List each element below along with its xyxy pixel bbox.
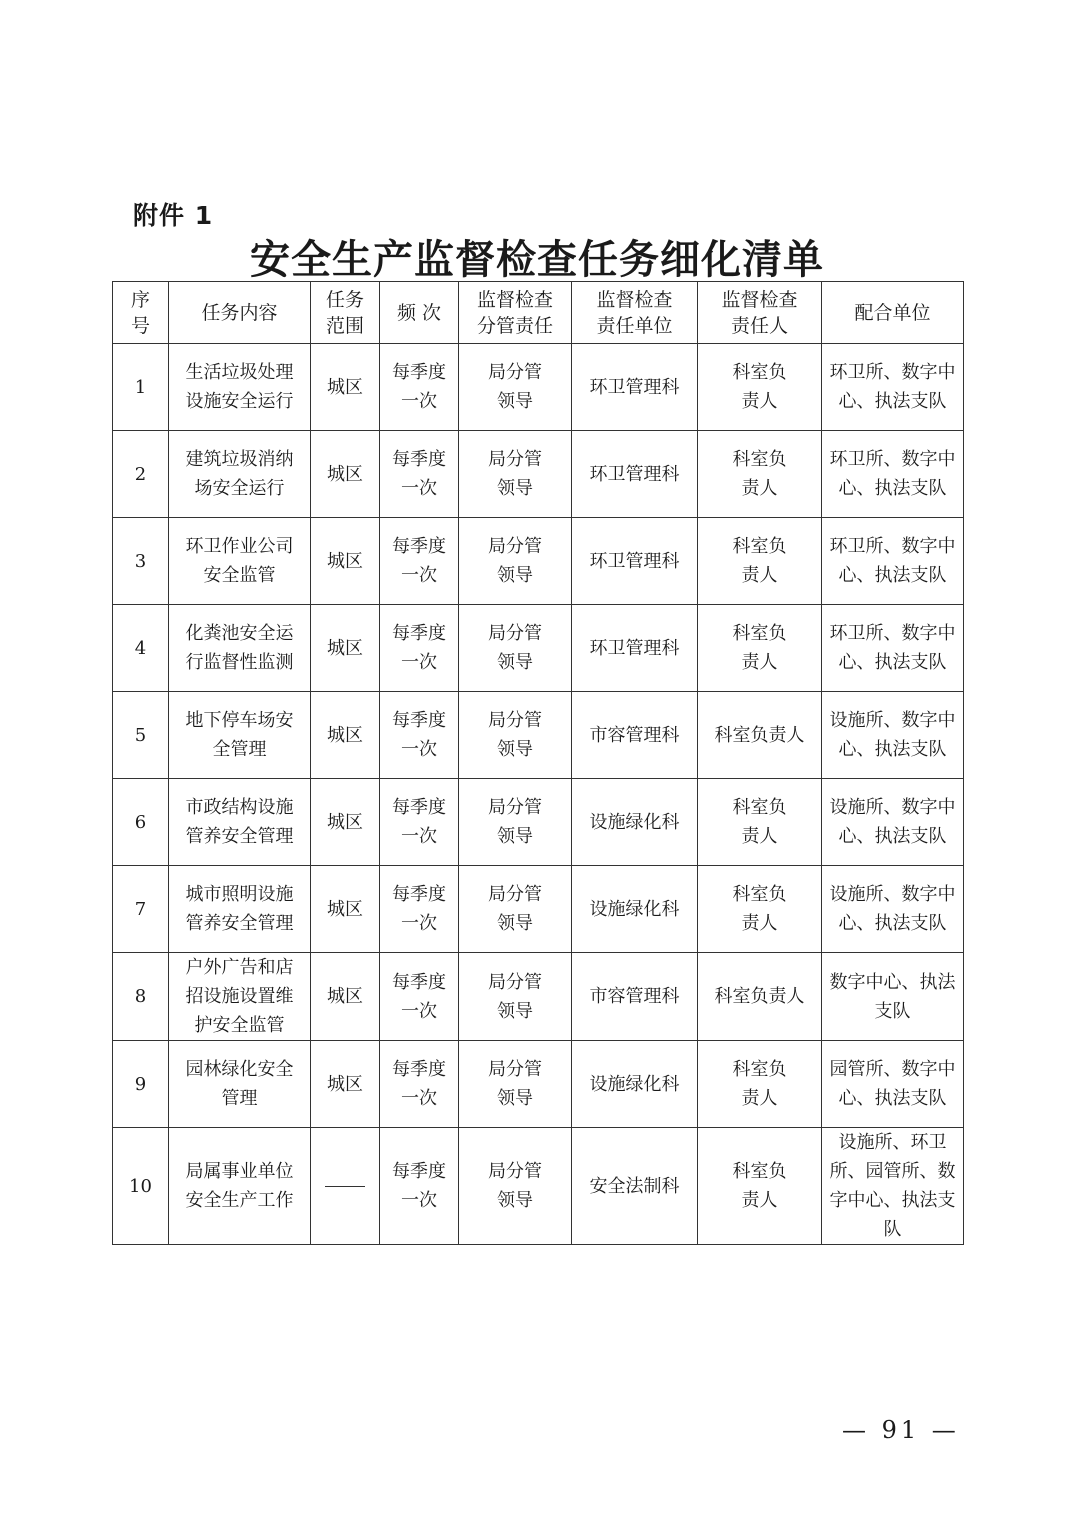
- cell-freq: 每季度一次: [380, 866, 459, 953]
- cell-coop: 设施所、数字中心、执法支队: [822, 692, 964, 779]
- cell-scope: 城区: [311, 605, 380, 692]
- cell-no: 4: [113, 605, 169, 692]
- cell-coop: 环卫所、数字中心、执法支队: [822, 344, 964, 431]
- cell-leader: 局分管领导: [459, 866, 572, 953]
- cell-freq: 每季度一次: [380, 953, 459, 1041]
- cell-task: 建筑垃圾消纳场安全运行: [169, 431, 311, 518]
- cell-coop: 环卫所、数字中心、执法支队: [822, 518, 964, 605]
- cell-coop: 园管所、数字中心、执法支队: [822, 1041, 964, 1128]
- cell-coop: 设施所、环卫所、园管所、数字中心、执法支队: [822, 1128, 964, 1245]
- cell-freq: 每季度一次: [380, 692, 459, 779]
- cell-task: 地下停车场安全管理: [169, 692, 311, 779]
- cell-unit: 安全法制科: [572, 1128, 698, 1245]
- cell-scope: [311, 1128, 380, 1245]
- cell-person: 科室负责人: [698, 692, 822, 779]
- table-row: [113, 866, 964, 953]
- cell-leader: 局分管领导: [459, 431, 572, 518]
- cell-person: 科室负责人: [698, 1041, 822, 1128]
- table-row: [113, 692, 964, 779]
- cell-no: 9: [113, 1041, 169, 1128]
- cell-task: 城市照明设施管养安全管理: [169, 866, 311, 953]
- cell-unit: 设施绿化科: [572, 1041, 698, 1128]
- table-row: [113, 344, 964, 431]
- cell-task: 市政结构设施管养安全管理: [169, 779, 311, 866]
- header-coop: 配合单位: [822, 282, 964, 344]
- header-frequency: 频 次: [380, 282, 459, 344]
- cell-task: 园林绿化安全管理: [169, 1041, 311, 1128]
- table-row: [113, 1128, 964, 1245]
- cell-freq: 每季度一次: [380, 779, 459, 866]
- table-row: [113, 431, 964, 518]
- header-row: [113, 282, 964, 344]
- cell-coop: 环卫所、数字中心、执法支队: [822, 605, 964, 692]
- page-number: — 91 —: [842, 1416, 960, 1444]
- cell-leader: 局分管领导: [459, 953, 572, 1041]
- cell-person: 科室负责人: [698, 953, 822, 1041]
- cell-freq: 每季度一次: [380, 1041, 459, 1128]
- empty-dash: [325, 1186, 365, 1187]
- cell-person: 科室负责人: [698, 866, 822, 953]
- cell-leader: 局分管领导: [459, 1041, 572, 1128]
- cell-person: 科室负责人: [698, 344, 822, 431]
- cell-scope: 城区: [311, 1041, 380, 1128]
- cell-freq: 每季度一次: [380, 344, 459, 431]
- cell-scope: 城区: [311, 518, 380, 605]
- cell-freq: 每季度一次: [380, 605, 459, 692]
- task-table: [112, 281, 964, 1245]
- table-row: [113, 953, 964, 1041]
- cell-task: 局属事业单位安全生产工作: [169, 1128, 311, 1245]
- cell-person: 科室负责人: [698, 518, 822, 605]
- cell-no: 1: [113, 344, 169, 431]
- cell-coop: 设施所、数字中心、执法支队: [822, 779, 964, 866]
- cell-unit: 设施绿化科: [572, 779, 698, 866]
- cell-scope: 城区: [311, 953, 380, 1041]
- table-row: [113, 518, 964, 605]
- header-unit: 监督检查责任单位: [572, 282, 698, 344]
- header-task: 任务内容: [169, 282, 311, 344]
- cell-scope: 城区: [311, 692, 380, 779]
- attachment-label: 附件 1: [133, 201, 214, 230]
- cell-scope: 城区: [311, 866, 380, 953]
- cell-freq: 每季度一次: [380, 518, 459, 605]
- cell-leader: 局分管领导: [459, 1128, 572, 1245]
- cell-person: 科室负责人: [698, 779, 822, 866]
- cell-unit: 环卫管理科: [572, 605, 698, 692]
- cell-no: 6: [113, 779, 169, 866]
- header-person: 监督检查责任人: [698, 282, 822, 344]
- cell-leader: 局分管领导: [459, 605, 572, 692]
- cell-leader: 局分管领导: [459, 779, 572, 866]
- cell-unit: 环卫管理科: [572, 344, 698, 431]
- cell-coop: 环卫所、数字中心、执法支队: [822, 431, 964, 518]
- cell-unit: 环卫管理科: [572, 431, 698, 518]
- cell-no: 7: [113, 866, 169, 953]
- table-row: [113, 605, 964, 692]
- cell-leader: 局分管领导: [459, 692, 572, 779]
- cell-task: 户外广告和店招设施设置维护安全监管: [169, 953, 311, 1041]
- cell-unit: 设施绿化科: [572, 866, 698, 953]
- cell-coop: 数字中心、执法支队: [822, 953, 964, 1041]
- cell-unit: 市容管理科: [572, 953, 698, 1041]
- cell-no: 3: [113, 518, 169, 605]
- cell-scope: 城区: [311, 344, 380, 431]
- cell-no: 8: [113, 953, 169, 1041]
- cell-task: 化粪池安全运行监督性监测: [169, 605, 311, 692]
- cell-person: 科室负责人: [698, 605, 822, 692]
- cell-leader: 局分管领导: [459, 344, 572, 431]
- cell-scope: 城区: [311, 431, 380, 518]
- cell-no: 5: [113, 692, 169, 779]
- header-scope: 任务范围: [311, 282, 380, 344]
- table-row: [113, 1041, 964, 1128]
- cell-person: 科室负责人: [698, 1128, 822, 1245]
- header-no: 序号: [113, 282, 169, 344]
- document-title: 安全生产监督检查任务细化清单: [250, 236, 824, 283]
- cell-person: 科室负责人: [698, 431, 822, 518]
- cell-unit: 环卫管理科: [572, 518, 698, 605]
- header-leader: 监督检查分管责任: [459, 282, 572, 344]
- cell-leader: 局分管领导: [459, 518, 572, 605]
- cell-unit: 市容管理科: [572, 692, 698, 779]
- cell-freq: 每季度一次: [380, 431, 459, 518]
- cell-scope: 城区: [311, 779, 380, 866]
- cell-coop: 设施所、数字中心、执法支队: [822, 866, 964, 953]
- table-row: [113, 779, 964, 866]
- cell-task: 生活垃圾处理设施安全运行: [169, 344, 311, 431]
- cell-task: 环卫作业公司安全监管: [169, 518, 311, 605]
- cell-no: 10: [113, 1128, 169, 1245]
- cell-freq: 每季度一次: [380, 1128, 459, 1245]
- cell-no: 2: [113, 431, 169, 518]
